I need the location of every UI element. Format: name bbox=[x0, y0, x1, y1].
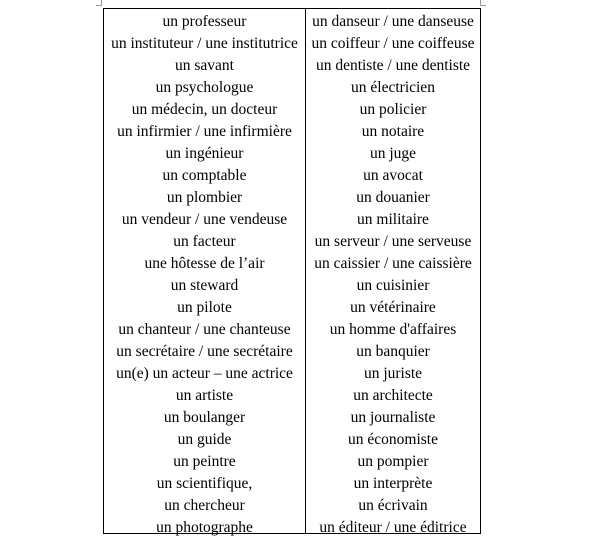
left-cell: un chercheur bbox=[164, 497, 245, 514]
right-cell: un éditeur / une éditrice bbox=[319, 519, 467, 536]
right-cell: un interprète bbox=[353, 475, 433, 492]
left-cell: un artiste bbox=[175, 387, 234, 404]
left-cell: une hôtesse de l’air bbox=[144, 255, 265, 272]
left-cell: un ingénieur bbox=[165, 145, 244, 162]
left-cell: un vendeur / une vendeuse bbox=[121, 211, 288, 228]
right-cell: un militaire bbox=[357, 211, 429, 228]
right-cell: un vétérinaire bbox=[350, 299, 436, 316]
left-cell: un steward bbox=[170, 277, 239, 294]
right-cell: un homme d'affaires bbox=[329, 321, 457, 338]
right-cell: un caissier / une caissière bbox=[314, 255, 472, 272]
left-cell: un facteur bbox=[173, 233, 236, 250]
right-cell: un juge bbox=[369, 145, 417, 162]
left-cell: un guide bbox=[177, 431, 232, 448]
left-cell: un psychologue bbox=[155, 79, 254, 96]
left-cell: un pilote bbox=[177, 299, 232, 316]
professions-table bbox=[103, 8, 481, 534]
page-corner-mark-right bbox=[480, 0, 486, 6]
left-cell: un instituteur / une institutrice bbox=[111, 35, 298, 52]
right-column bbox=[306, 9, 480, 536]
left-cell: un médecin, un docteur bbox=[131, 101, 278, 118]
right-cell: un coiffeur / une coiffeuse bbox=[311, 35, 475, 52]
left-cell: un photographe bbox=[156, 519, 253, 536]
left-cell: un secrétaire / une secrétaire bbox=[116, 343, 293, 360]
right-cell: un notaire bbox=[361, 123, 425, 140]
left-cell: un professeur bbox=[162, 13, 247, 30]
left-column bbox=[104, 9, 306, 536]
right-cell: un architecte bbox=[353, 387, 433, 404]
left-cell: un savant bbox=[175, 57, 234, 74]
left-cell: un boulanger bbox=[163, 409, 246, 426]
left-cell: un scientifique, bbox=[156, 475, 253, 492]
right-cell: un pompier bbox=[357, 453, 429, 470]
right-cell: un policier bbox=[359, 101, 427, 118]
left-cell: un comptable bbox=[162, 167, 247, 184]
right-cell: un serveur / une serveuse bbox=[314, 233, 472, 250]
right-cell: un danseur / une danseuse bbox=[312, 13, 474, 30]
right-cell: un juriste bbox=[363, 365, 423, 382]
right-cell: un cuisinier bbox=[356, 277, 430, 294]
right-cell: un avocat bbox=[363, 167, 423, 184]
right-cell: un dentiste / une dentiste bbox=[315, 57, 471, 74]
right-cell: un douanier bbox=[356, 189, 430, 206]
right-cell: un banquier bbox=[356, 343, 430, 360]
left-cell: un peintre bbox=[173, 453, 236, 470]
left-cell: un plombier bbox=[166, 189, 243, 206]
right-cell: un écrivain bbox=[358, 497, 428, 514]
right-cell: un journaliste bbox=[350, 409, 436, 426]
left-cell: un infirmier / une infirmière bbox=[117, 123, 292, 140]
page-corner-mark-left bbox=[96, 0, 102, 6]
left-cell: un(e) un acteur – une actrice bbox=[116, 365, 293, 382]
right-cell: un électricien bbox=[351, 79, 435, 96]
left-cell: un chanteur / une chanteuse bbox=[118, 321, 291, 338]
right-cell: un économiste bbox=[348, 431, 438, 448]
